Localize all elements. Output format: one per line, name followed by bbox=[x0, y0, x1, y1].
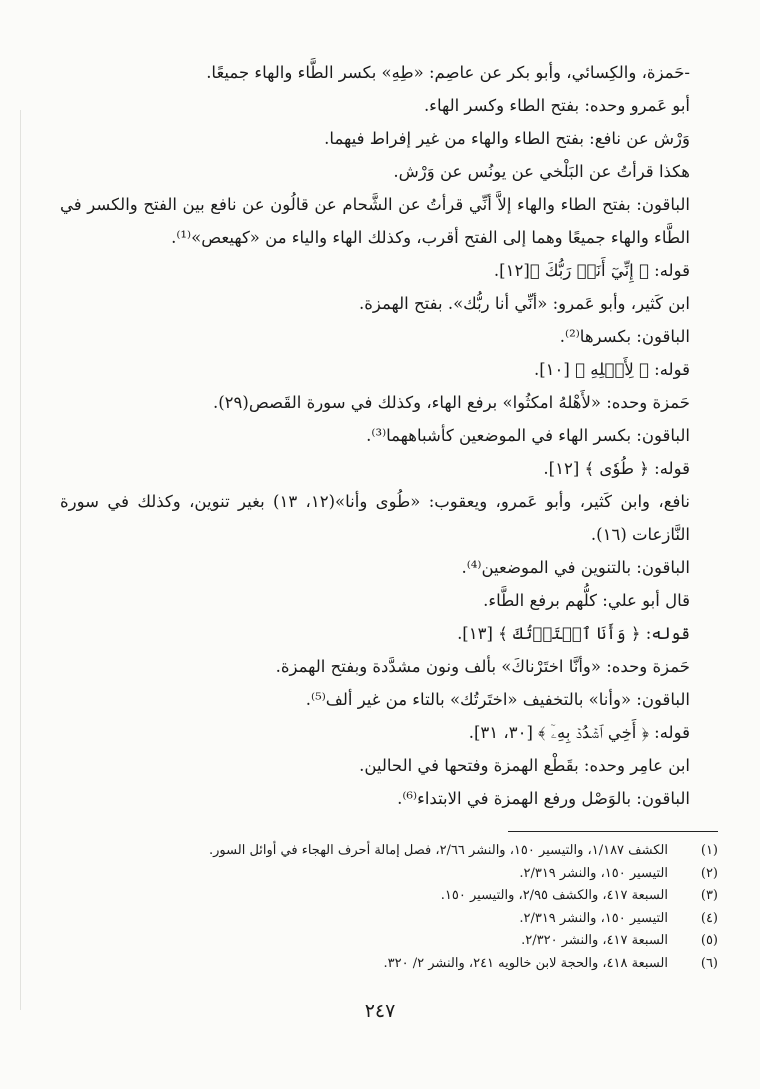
footnote-number: (٦) bbox=[700, 955, 718, 971]
footnote-number: (٤) bbox=[700, 910, 718, 926]
footnotes bbox=[60, 840, 718, 975]
footnote-separator bbox=[508, 831, 718, 832]
text-line: ابن كَثير، وأبو عَمرو: «أنِّي أنا ربُّك». بفتح الهمزة. bbox=[359, 294, 690, 313]
text-line: الباقون: بكسرها⁽²⁾. bbox=[559, 327, 690, 346]
footnote-text: التيسير ١٥٠، والنشر ٢/٣١٩. bbox=[519, 865, 668, 881]
text-line: ابن عامِر وحده: بقَطْع الهمزة وفتحها في الحالين. bbox=[359, 756, 690, 775]
footnote bbox=[60, 953, 718, 976]
footnote bbox=[60, 863, 718, 886]
footnote-text: التيسير ١٥٠، والنشر ٢/٣١٩. bbox=[519, 910, 668, 926]
text-line: الباقون: بالوَصْل ورفع الهمزة في الابتداء⁽⁶⁾. bbox=[397, 789, 690, 808]
text-paragraph: الباقون: بفتح الطاء والهاء إلاَّ أنِّي قرأتُ عن الشَّحام عن قالُون عن نافع بين الفتح والكسر في الطَّاء والهاء جميعًا وهما إلى الفتح أقرب، وكذلك الهاء والياء من «كهيعص»⁽¹⁾. bbox=[60, 195, 690, 247]
text-line: الباقون: بكسر الهاء في الموضعين كأشباههما⁽³⁾. bbox=[366, 426, 690, 445]
footnote bbox=[60, 840, 718, 863]
footnote-text: السبعة ٤١٧، والكشف ٢/٩٥، والتيسير ١٥٠. bbox=[440, 888, 668, 903]
main-text bbox=[60, 56, 718, 815]
footnote-text: السبعة ٤١٧، والنشر ٢/٣٢٠. bbox=[521, 933, 668, 948]
footnote-number: (١) bbox=[700, 843, 718, 858]
footnote-number: (٢) bbox=[700, 865, 718, 881]
page-number: ٢٤٧ bbox=[364, 1000, 396, 1022]
footnote bbox=[60, 930, 718, 953]
text-line: حَمزة وحده: «وأنَّا اختَرْناكَ» بألف ونون مشدَّدة وبفتح الهمزة. bbox=[275, 657, 690, 676]
text-line: قال أبو علي: كلُّهم برفع الطَّاء. bbox=[483, 591, 690, 610]
verse-heading: قوله: ﴿ لِأَهۡلِهِ ﴾ [١٠]. bbox=[533, 360, 690, 379]
text-line: هكذا قرأتُ عن البَلْخي عن يونُس عن وَرْش. bbox=[393, 162, 690, 181]
text-paragraph: نافع، وابن كَثير، وأبو عَمرو، ويعقوب: «طُوى وأنا»(١٢، ١٣) بغير تنوين، وكذلك في سورة النَّازعات (١٦). bbox=[60, 492, 690, 544]
text-line: حَمزة وحده: «لأَهْلهُ امكثُوا» برفع الهاء، وكذلك في سورة القَصص(٢٩). bbox=[212, 393, 690, 412]
text-line: -حَمزة، والكِسائي، وأبو بكر عن عاصِم: «طِهِ» بكسر الطَّاء والهاء جميعًا. bbox=[206, 63, 690, 82]
text-line: أبو عَمرو وحده: بفتح الطاء وكسر الهاء. bbox=[423, 96, 690, 115]
margin-rule bbox=[20, 110, 21, 1010]
verse-heading: قوله: ﴿ وَأَنَا ٱخۡتَرۡتُكَ ﴾ [١٣]. bbox=[457, 624, 690, 643]
text-line: الباقون: بالتنوين في الموضعين⁽⁴⁾. bbox=[461, 558, 690, 577]
verse-heading: قوله: ﴿ أَخِي ٱشۡدُدۡ بِهِۦٓ ﴾ [٣٠، ٣١]. bbox=[468, 723, 690, 742]
footnote-number: (٣) bbox=[700, 888, 718, 903]
verse-heading: قوله: ﴿ طُوٗى ﴾ [١٢]. bbox=[543, 459, 690, 478]
footnote-number: (٥) bbox=[700, 933, 718, 948]
document-page bbox=[60, 56, 718, 1056]
footnote bbox=[60, 908, 718, 931]
footnote-text: السبعة ٤١٨، والحجة لابن خالويه ٢٤١، والنشر ٢/ ٣٢٠. bbox=[383, 955, 668, 971]
text-line: وَرْش عن نافع: بفتح الطاء والهاء من غير إفراط فيهما. bbox=[324, 129, 690, 148]
footnote bbox=[60, 885, 718, 908]
text-line: الباقون: «وأنا» بالتخفيف «اختَرتُك» بالتاء من غير ألف⁽⁵⁾. bbox=[305, 690, 690, 709]
footnote-text: الكشف ١/١٨٧، والتيسير ١٥٠، والنشر ٢/٦٦، فصل إمالة أحرف الهجاء في أوائل السور. bbox=[209, 843, 668, 858]
verse-heading: قوله: ﴿ إِنِّيٓ أَنَا۠ رَبُّكَ ﴾[١٢]. bbox=[493, 261, 690, 280]
